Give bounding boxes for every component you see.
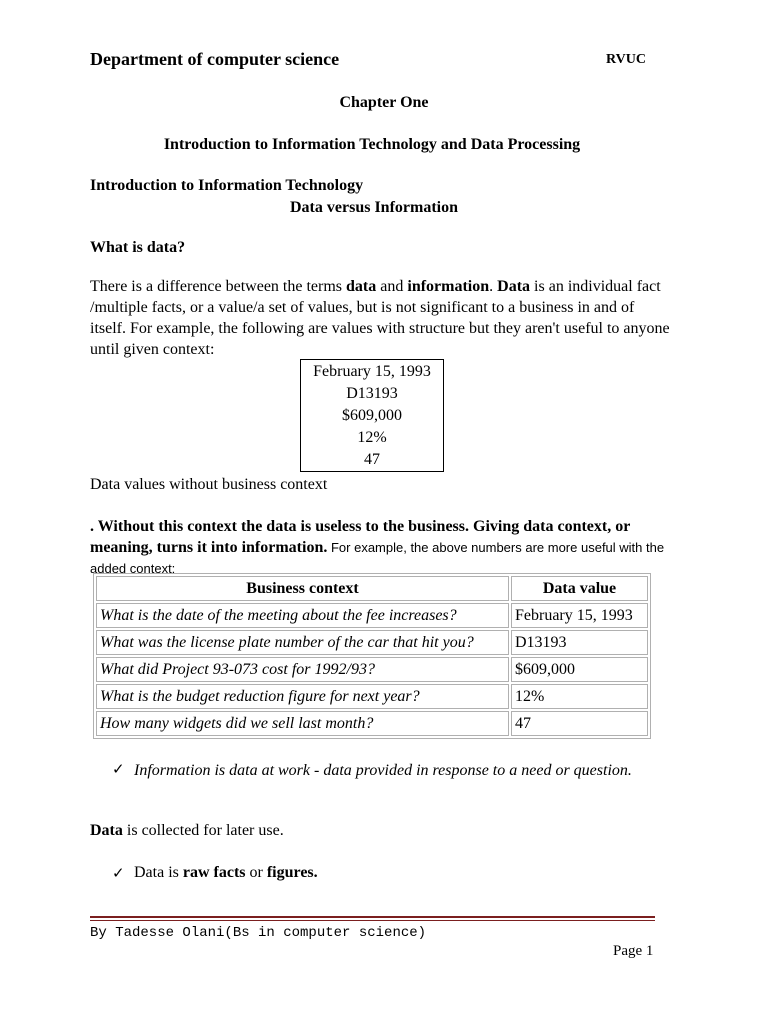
footer-divider-thin bbox=[90, 920, 655, 921]
column-header-data-value: Data value bbox=[511, 576, 648, 601]
table-row bbox=[96, 657, 648, 682]
page-number: Page 1 bbox=[613, 943, 654, 959]
value-item: $609,000 bbox=[342, 407, 402, 424]
value-item: D13193 bbox=[346, 385, 398, 402]
context-cell: What is the budget reduction figure for next year? bbox=[96, 684, 509, 709]
question-heading: What is data? bbox=[90, 239, 186, 256]
checkmark-icon: ✓ bbox=[112, 760, 125, 778]
value-cell: February 15, 1993 bbox=[511, 603, 648, 628]
value-cell: D13193 bbox=[511, 630, 648, 655]
chapter-subtitle: Introduction to Information Technology and Data Processing bbox=[163, 136, 581, 153]
value-item: February 15, 1993 bbox=[313, 363, 431, 380]
table-row bbox=[96, 603, 648, 628]
context-cell: What was the license plate number of the car that hit you? bbox=[96, 630, 509, 655]
value-item: 12% bbox=[357, 429, 387, 446]
value-cell: $609,000 bbox=[511, 657, 648, 682]
table-row bbox=[96, 630, 648, 655]
institution-name: RVUC bbox=[606, 52, 646, 67]
table-row bbox=[96, 711, 648, 736]
context-cell: What did Project 93-073 cost for 1992/93? bbox=[96, 657, 509, 682]
column-header-business-context: Business context bbox=[96, 576, 509, 601]
bullet-text: Information is data at work - data provided in response to a need or question. bbox=[134, 762, 632, 779]
business-context-table bbox=[93, 573, 651, 739]
context-cell: How many widgets did we sell last month? bbox=[96, 711, 509, 736]
department-title: Department of computer science bbox=[90, 49, 340, 69]
section-heading-intro: Introduction to Information Technology bbox=[90, 177, 364, 194]
bullet-text: Data is raw facts or figures. bbox=[134, 864, 318, 881]
footer-author: By Tadesse Olani(Bs in computer science) bbox=[90, 925, 427, 941]
table-header-row bbox=[96, 576, 648, 601]
context-cell: What is the date of the meeting about the fee increases? bbox=[96, 603, 509, 628]
table-row bbox=[96, 684, 648, 709]
collected-line: Data is collected for later use. bbox=[90, 822, 284, 839]
checkmark-icon: ✓ bbox=[112, 864, 125, 882]
section-heading-data-vs-information: Data versus Information bbox=[290, 199, 458, 216]
footer-divider bbox=[90, 916, 655, 918]
chapter-heading: Chapter One bbox=[339, 94, 429, 111]
values-caption: Data values without business context bbox=[90, 476, 328, 493]
value-cell: 12% bbox=[511, 684, 648, 709]
value-cell: 47 bbox=[511, 711, 648, 736]
intro-paragraph: There is a difference between the terms data and information. Data is an individual fact /multiple facts, or a value/a set of values, but is not significant to a business in and of itself. For example, the following are values with structure but they aren't useful to anyone until given context: bbox=[90, 278, 670, 358]
data-values-box bbox=[300, 359, 444, 472]
context-paragraph: . Without this context the data is useless to the business. Giving data context, or meaning, turns it into information. For example, the above numbers are more useful with the added context: bbox=[90, 518, 665, 576]
value-item: 47 bbox=[364, 451, 380, 468]
